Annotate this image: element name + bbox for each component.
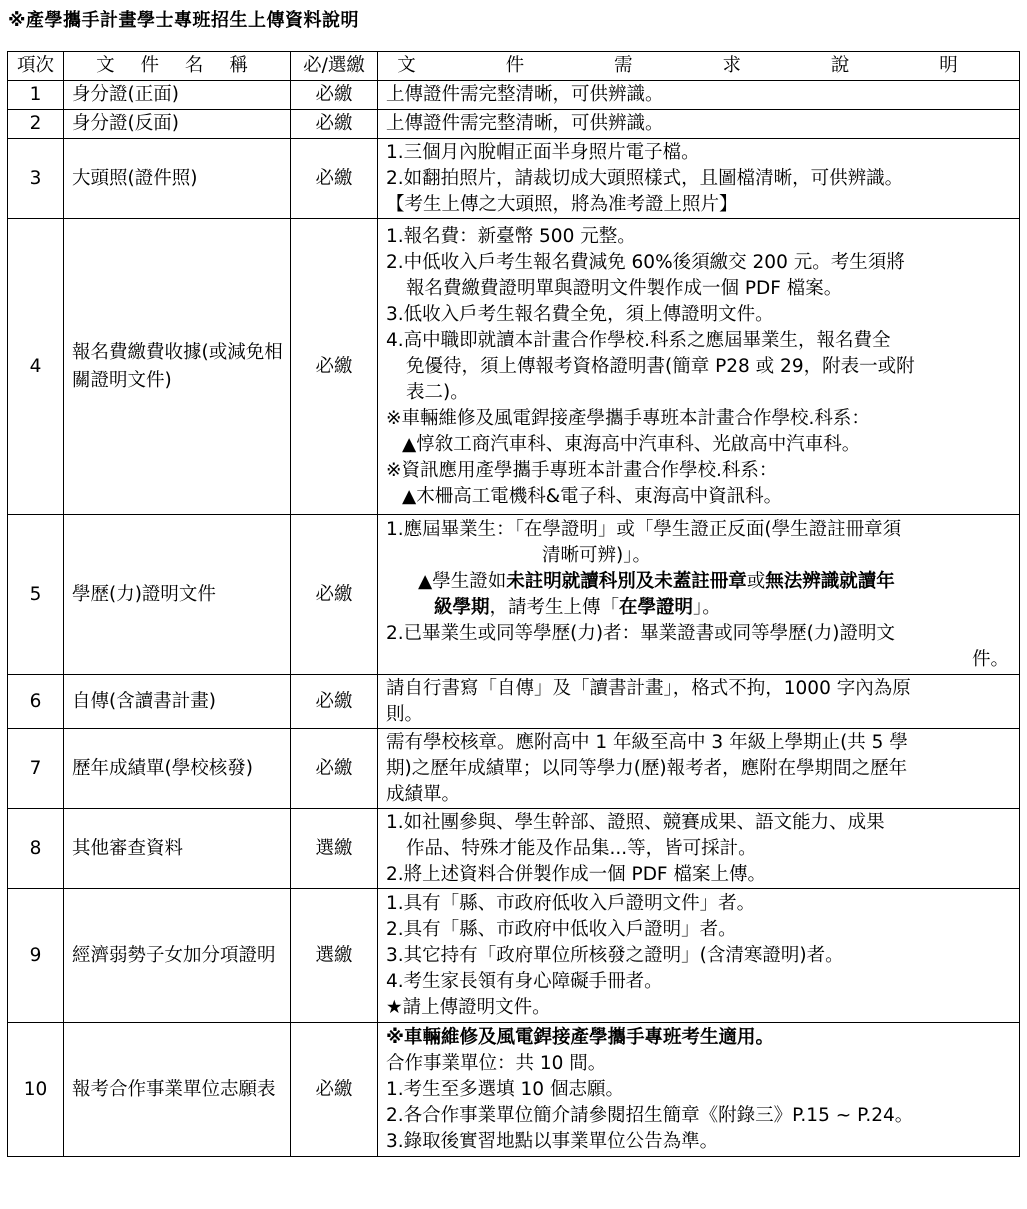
- desc-line: ※車輛維修及風電銲接產學攜手專班本計畫合作學校.科系：: [386, 407, 870, 429]
- desc-line: 1.考生至多選填 10 個志願。: [386, 1078, 624, 1100]
- desc-line: 【考生上傳之大頭照，將為准考證上照片】: [386, 193, 738, 215]
- desc-line: 2.具有「縣、市政府中低收入戶證明」者。: [386, 918, 737, 940]
- row-no: 10: [8, 1023, 64, 1157]
- row-desc: [378, 81, 1020, 110]
- row-name: 其他審查資料: [64, 809, 291, 889]
- row-name: 歷年成績單(學校核發): [64, 729, 291, 809]
- desc-line: 2.將上述資料合併製作成一個 PDF 檔案上傳。: [386, 863, 766, 885]
- desc-line: [386, 569, 1015, 595]
- row-name: 大頭照(證件照): [64, 139, 291, 219]
- desc-line: 1.應屆畢業生：「在學證明」或「學生證正反面(學生證註冊章須: [386, 518, 902, 540]
- row-req: 必繳: [291, 219, 378, 515]
- desc-line: 上傳證件需完整清晰，可供辨識。: [386, 113, 664, 134]
- row-desc: [378, 139, 1020, 219]
- row-name: 報考合作事業單位志願表: [64, 1023, 291, 1157]
- row-no: 9: [8, 889, 64, 1023]
- table-row: [8, 139, 1020, 219]
- row-req: 必繳: [291, 675, 378, 729]
- row-no: 4: [8, 219, 64, 515]
- desc-line: 3.低收入戶考生報名費全免，須上傳證明文件。: [386, 303, 774, 325]
- table-row: [8, 515, 1020, 675]
- desc-line: 1.具有「縣、市政府低收入戶證明文件」者。: [386, 892, 756, 914]
- desc-line: 1.報名費：新臺幣 500 元整。: [386, 225, 636, 247]
- table-row: [8, 81, 1020, 110]
- desc-bold: 級學期: [434, 596, 490, 618]
- table-row: [8, 1023, 1020, 1157]
- desc-line: ★請上傳證明文件。: [386, 996, 551, 1018]
- row-req: 選繳: [291, 809, 378, 889]
- row-req: 必繳: [291, 515, 378, 675]
- header-name: 文 件 名 稱: [64, 52, 291, 81]
- desc-line: 4.高中職即就讀本計畫合作學校.科系之應屆畢業生，報名費全: [386, 329, 891, 351]
- row-name: 報名費繳費收據(或減免相關證明文件): [64, 219, 291, 515]
- desc-line: 需有學校核章。應附高中 1 年級至高中 3 年級上學期止(共 5 學: [386, 731, 908, 753]
- row-no: 6: [8, 675, 64, 729]
- desc-text: ▲學生證如: [418, 570, 507, 592]
- row-desc: [378, 110, 1020, 139]
- row-no: 5: [8, 515, 64, 675]
- row-no: 1: [8, 81, 64, 110]
- page-title: ※產學攜手計畫學士專班招生上傳資料說明: [8, 10, 359, 31]
- row-req: 必繳: [291, 729, 378, 809]
- desc-line: 2.各合作事業單位簡介請參閱招生簡章《附錄三》P.15 ~ P.24。: [386, 1104, 914, 1126]
- row-desc: [378, 809, 1020, 889]
- desc-line: 成績單。: [386, 783, 461, 805]
- desc-line: ▲木柵高工電機科&電子科、東海高中資訊科。: [402, 485, 783, 507]
- desc-line: 3.錄取後實習地點以事業單位公告為準。: [386, 1130, 719, 1152]
- row-name: 經濟弱勢子女加分項證明: [64, 889, 291, 1023]
- row-no: 3: [8, 139, 64, 219]
- desc-line: [386, 595, 1015, 621]
- row-desc: [378, 675, 1020, 729]
- row-req: 必繳: [291, 139, 378, 219]
- desc-line: 報名費繳費證明單與證明文件製作成一個 PDF 檔案。: [406, 277, 843, 299]
- desc-line: ※車輛維修及風電銲接產學攜手專班考生適用。: [386, 1026, 774, 1048]
- row-name: 學歷(力)證明文件: [64, 515, 291, 675]
- header-no: 項次: [8, 52, 64, 81]
- desc-line: 合作事業單位：共 10 間。: [386, 1052, 607, 1074]
- row-desc: [378, 889, 1020, 1023]
- row-req: 必繳: [291, 81, 378, 110]
- table-row: [8, 219, 1020, 515]
- desc-line: 請自行書寫「自傳」及「讀書計畫」，格式不拘，1000 字內為原: [386, 677, 911, 699]
- row-req: 必繳: [291, 110, 378, 139]
- row-desc: [378, 219, 1020, 515]
- desc-line: 免優待，須上傳報考資格證明書(簡章 P28 或 29，附表一或附: [406, 355, 915, 377]
- desc-bold: 無法辨識就讀年: [765, 570, 895, 592]
- row-no: 7: [8, 729, 64, 809]
- desc-line: 則。: [386, 703, 424, 725]
- desc-text: 」。: [693, 596, 721, 618]
- desc-line: 清晰可辨)」。: [542, 544, 651, 566]
- desc-text: ，請考生上傳「: [489, 596, 620, 618]
- desc-line: 4.考生家長領有身心障礙手冊者。: [386, 970, 663, 992]
- row-desc: [378, 1023, 1020, 1157]
- table-header-row: [8, 52, 1020, 81]
- row-no: 2: [8, 110, 64, 139]
- desc-line: 2.中低收入戶考生報名費減免 60%後須繳交 200 元。考生須將: [386, 251, 905, 273]
- row-name: 自傳(含讀書計畫): [64, 675, 291, 729]
- desc-line: 3.其它持有「政府單位所核發之證明」(含清寒證明)者。: [386, 944, 844, 966]
- desc-line: 上傳證件需完整清晰，可供辨識。: [386, 84, 664, 105]
- row-name: 身分證(正面): [64, 81, 291, 110]
- desc-line: ※資訊應用產學攜手專班本計畫合作學校.科系：: [386, 459, 778, 481]
- header-req: 必/選繳: [291, 52, 378, 81]
- row-name: 身分證(反面): [64, 110, 291, 139]
- table-row: [8, 729, 1020, 809]
- desc-line: 期)之歷年成績單；以同等學力(歷)報考者，應附在學期間之歷年: [386, 757, 908, 779]
- row-desc: [378, 515, 1020, 675]
- table-row: [8, 889, 1020, 1023]
- header-desc: 文 件 需 求 說 明: [378, 52, 1020, 81]
- desc-line: 1.如社團參與、學生幹部、證照、競賽成果、語文能力、成果: [386, 811, 885, 833]
- desc-line: 件。: [971, 648, 1009, 670]
- row-req: 必繳: [291, 1023, 378, 1157]
- table-row: [8, 110, 1020, 139]
- desc-line: 1.三個月內脫帽正面半身照片電子檔。: [386, 141, 700, 163]
- desc-line: 作品、特殊才能及作品集...等，皆可採計。: [406, 837, 757, 859]
- row-no: 8: [8, 809, 64, 889]
- row-req: 選繳: [291, 889, 378, 1023]
- desc-line: ▲惇敘工商汽車科、東海高中汽車科、光啟高中汽車科。: [402, 433, 861, 455]
- table-row: [8, 809, 1020, 889]
- desc-line: 表二)。: [406, 381, 469, 403]
- row-desc: [378, 729, 1020, 809]
- table-row: [8, 675, 1020, 729]
- requirements-table: [7, 51, 1020, 1157]
- desc-bold: 在學證明: [619, 596, 694, 618]
- desc-text: 或: [746, 570, 766, 592]
- desc-line: 2.如翻拍照片，請裁切成大頭照樣式，且圖檔清晰，可供辨識。: [386, 167, 904, 189]
- desc-line: 2.已畢業生或同等學歷(力)者：畢業證書或同等學歷(力)證明文: [386, 622, 896, 644]
- desc-bold: 未註明就讀科別及未蓋註冊章: [506, 570, 747, 592]
